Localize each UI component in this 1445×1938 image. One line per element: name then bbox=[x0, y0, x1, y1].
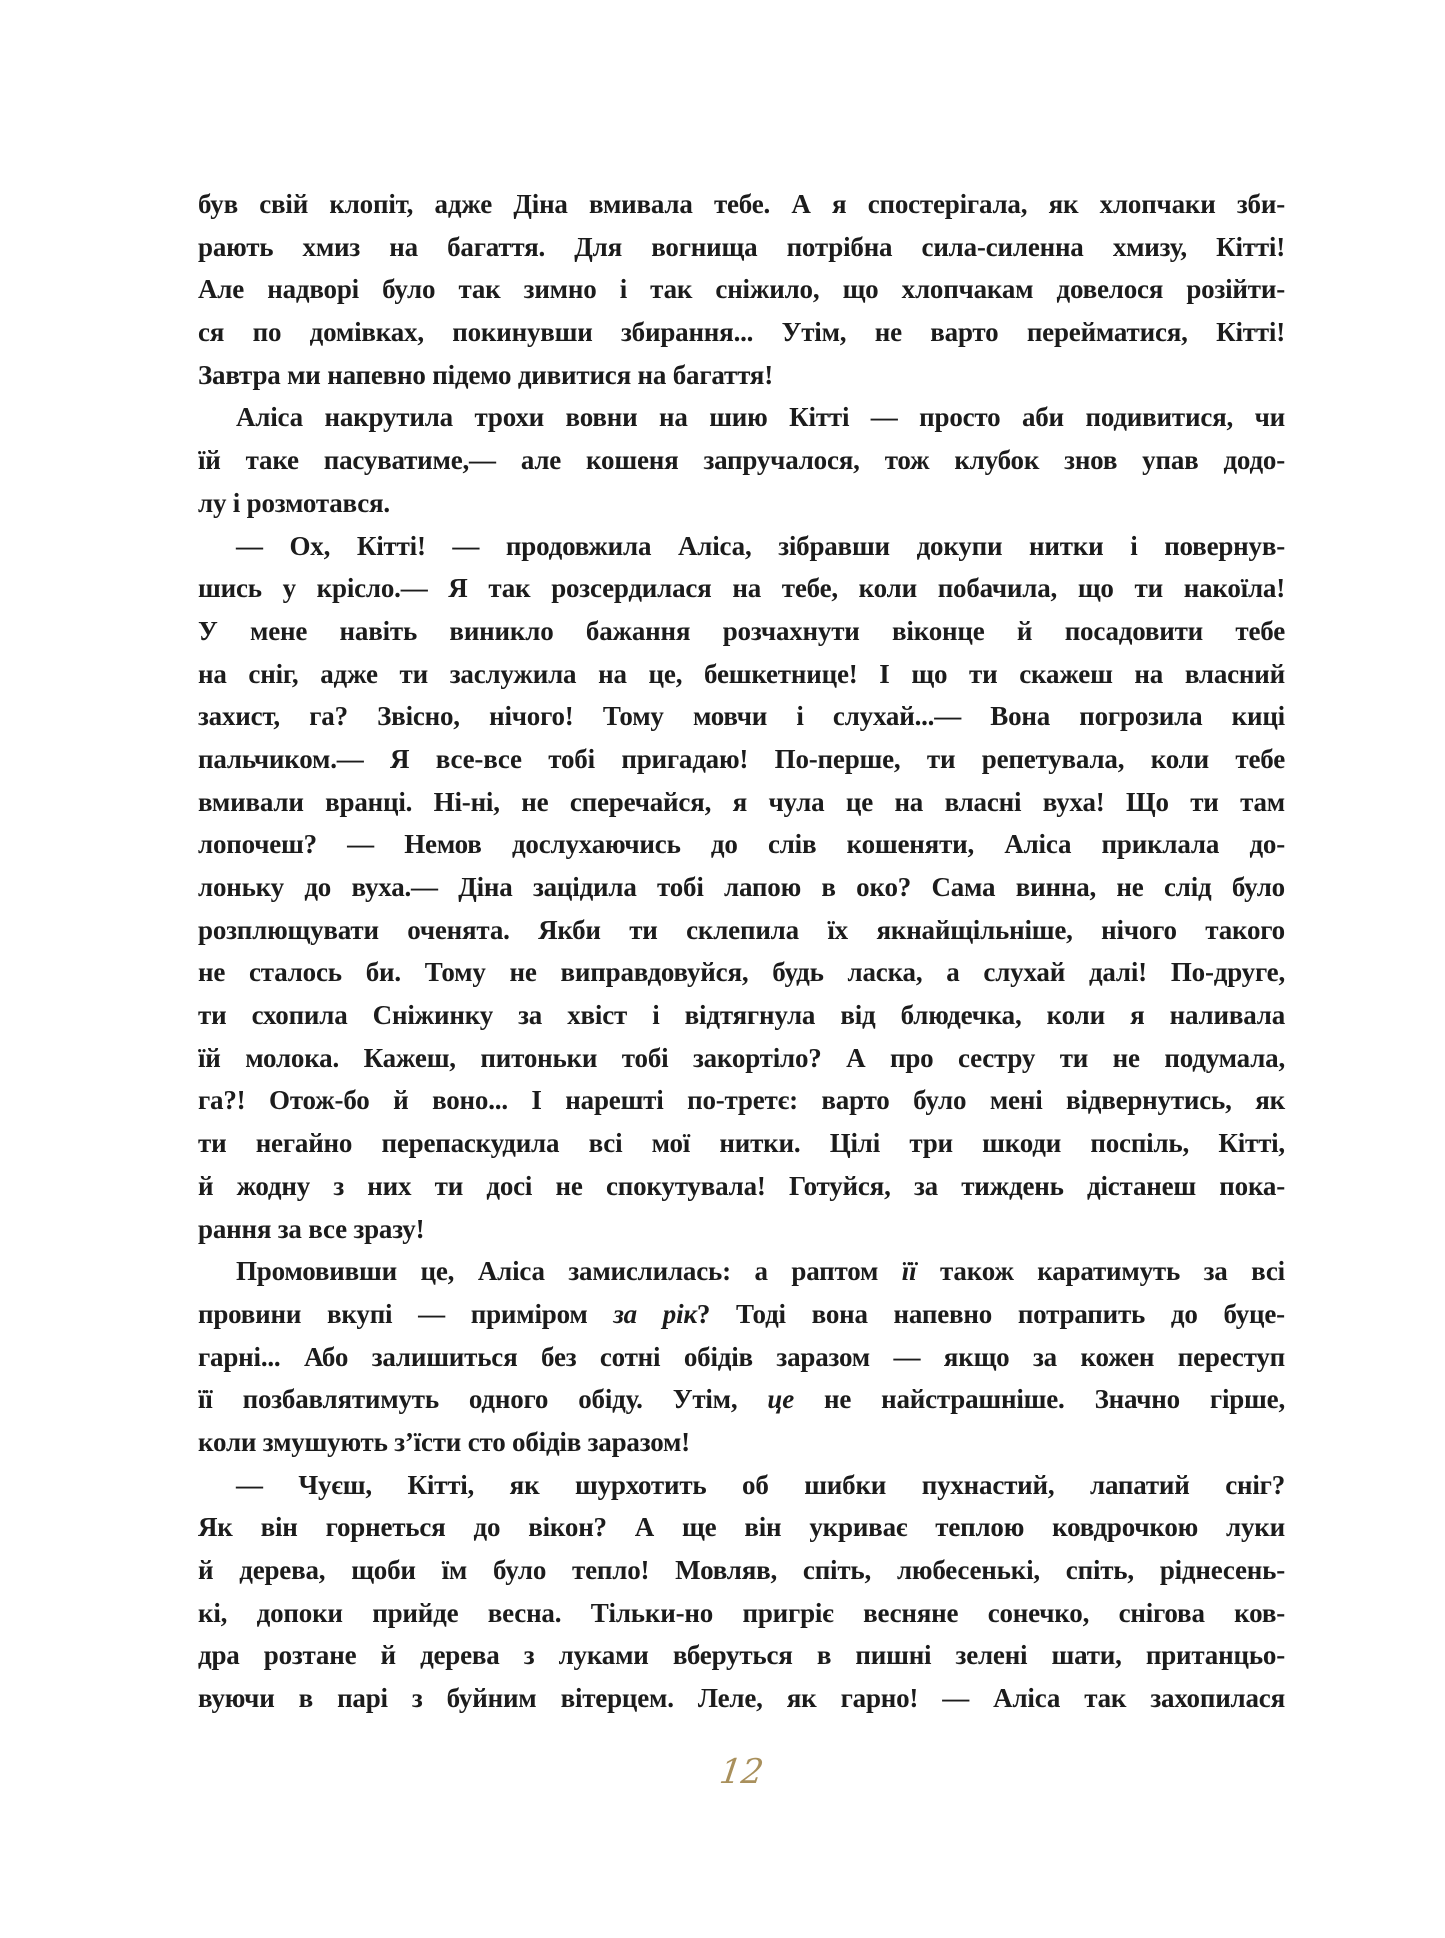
text-line bbox=[198, 738, 1285, 781]
text-line bbox=[198, 695, 1285, 738]
body-text: ти схопила Сніжинку за хвіст і відтягнула від блюдечка, коли я наливала bbox=[198, 1000, 1285, 1031]
text-line bbox=[198, 781, 1285, 824]
text-line bbox=[198, 311, 1285, 354]
body-text: розплющувати оченята. Якби ти склепила їх якнайщільніше, нічого такого bbox=[198, 914, 1285, 945]
body-text: їй молока. Кажеш, питоньки тобі закортіло? А про сестру ти не подумала, bbox=[198, 1042, 1285, 1073]
text-line bbox=[198, 268, 1285, 311]
body-text: Промовивши це, Аліса замислилась: а раптом bbox=[236, 1256, 902, 1287]
body-text: на сніг, адже ти заслужила на це, бешкетнице! І що ти скажеш на власний bbox=[198, 658, 1285, 689]
text-line bbox=[198, 1506, 1285, 1549]
body-text: й жодну з них ти досі не спокутувала! Готуйся, за тиждень дістанеш пока- bbox=[198, 1170, 1285, 1201]
body-text: й дерева, щоби їм було тепло! Мовляв, спіть, любесенькі, спіть, ріднесень- bbox=[198, 1555, 1285, 1585]
text-line bbox=[198, 354, 1285, 397]
body-text: лу і розмотався. bbox=[198, 487, 390, 518]
body-text: кі, допоки прийде весна. Тільки-но пригріє весняне сонечко, снігова ков- bbox=[198, 1597, 1285, 1628]
text-line bbox=[198, 1634, 1285, 1677]
body-text: рають хмиз на багаття. Для вогнища потрібна сила-силенна хмизу, Кітті! bbox=[198, 231, 1285, 262]
body-text: провини вкупі — приміром bbox=[198, 1298, 614, 1329]
text-line bbox=[198, 610, 1285, 653]
body-text: — Чуєш, Кітті, як шурхотить об шибки пухнастий, лапатий сніг? bbox=[236, 1469, 1285, 1500]
body-text: захист, га? Звісно, нічого! Тому мовчи і слухай...— Вона погрозила киці bbox=[198, 701, 1285, 732]
body-text: їй таке пасуватиме,— але кошеня запручалося, тож клубок знов упав додо- bbox=[198, 445, 1285, 476]
text-line bbox=[198, 1378, 1285, 1421]
text-line bbox=[198, 1464, 1285, 1507]
body-text: Аліса накрутила трохи вовни на шию Кітті — просто аби подивитися, чи bbox=[236, 402, 1285, 433]
body-text: Завтра ми напевно підемо дивитися на багаття! bbox=[198, 359, 773, 390]
body-text: лопочеш? — Немов дослухаючись до слів кошеняти, Аліса приклала до- bbox=[198, 829, 1285, 860]
text-line bbox=[198, 1592, 1285, 1635]
text-line bbox=[198, 1250, 1285, 1293]
body-text: не сталось би. Тому не виправдовуйся, будь ласка, а слухай далі! По-друге, bbox=[198, 957, 1285, 988]
text-line bbox=[198, 1677, 1285, 1720]
body-text: її позбавлятимуть одного обіду. Утім, bbox=[198, 1384, 768, 1415]
text-line bbox=[198, 226, 1285, 269]
body-text: дра розтане й дерева з луками вберуться в пишні зелені шати, пританцьо- bbox=[198, 1640, 1285, 1671]
body-text: також каратимуть за всі bbox=[916, 1256, 1285, 1287]
text-line bbox=[198, 525, 1285, 568]
body-text: шись у крісло.— Я так розсердилася на тебе, коли побачила, що ти накоїла! bbox=[198, 573, 1285, 604]
page-number: 12 bbox=[717, 1752, 766, 1792]
body-text: ся по домівках, покинувши збирання... Утім, не варто перейматися, Кітті! bbox=[198, 317, 1285, 348]
body-text: — Ох, Кітті! — продовжила Аліса, зібравши докупи нитки і повернув- bbox=[236, 530, 1285, 561]
text-line bbox=[198, 823, 1285, 866]
body-text: коли змушують з’їсти сто обідів заразом! bbox=[198, 1426, 690, 1457]
text-line bbox=[198, 1037, 1285, 1080]
text-line bbox=[198, 951, 1285, 994]
body-text: Але надворі було так зимно і так сніжило, що хлопчакам довелося розійти- bbox=[198, 274, 1285, 305]
text-line bbox=[198, 1122, 1285, 1165]
text-line bbox=[198, 482, 1285, 525]
text-line bbox=[198, 994, 1285, 1037]
body-text: лоньку до вуха.— Діна зацідила тобі лапою в око? Сама винна, не слід було bbox=[198, 872, 1285, 902]
body-text: ти негайно перепаскудила всі мої нитки. Цілі три шкоди поспіль, Кітті, bbox=[198, 1128, 1285, 1159]
text-line bbox=[198, 1165, 1285, 1208]
text-line bbox=[198, 1079, 1285, 1122]
text-line bbox=[198, 909, 1285, 952]
body-text: ? Тоді вона напевно потрапить до буце- bbox=[696, 1298, 1285, 1329]
text-line bbox=[198, 866, 1285, 909]
text-line bbox=[198, 1336, 1285, 1379]
body-text: рання за все зразу! bbox=[198, 1213, 425, 1244]
body-text: гарні... Або залишиться без сотні обідів заразом — якщо за кожен переступ bbox=[198, 1341, 1285, 1372]
text-line bbox=[198, 567, 1285, 610]
emphasis-text: це bbox=[767, 1384, 795, 1415]
text-line bbox=[198, 439, 1285, 482]
text-line bbox=[198, 396, 1285, 439]
text-line bbox=[198, 653, 1285, 696]
text-line bbox=[198, 183, 1285, 226]
body-text: не найстрашніше. Значно гірше, bbox=[794, 1384, 1285, 1415]
text-line bbox=[198, 1549, 1285, 1592]
text-block bbox=[198, 183, 1285, 1720]
text-line bbox=[198, 1208, 1285, 1251]
body-text: був свій клопіт, адже Діна вмивала тебе. А я спостерігала, як хлопчаки зби- bbox=[198, 189, 1285, 219]
body-text: вуючи в парі з буйним вітерцем. Леле, як гарно! — Аліса так захопилася bbox=[198, 1683, 1285, 1714]
emphasis-text: за рік bbox=[613, 1298, 697, 1329]
text-line bbox=[198, 1421, 1285, 1464]
body-text: пальчиком.— Я все-все тобі пригадаю! По-перше, ти репетувала, коли тебе bbox=[198, 743, 1285, 774]
text-line bbox=[198, 1293, 1285, 1336]
body-text: вмивали вранці. Ні-ні, не сперечайся, я чула це на власні вуха! Що ти там bbox=[198, 786, 1285, 817]
body-text: У мене навіть виникло бажання розчахнути віконце й посадовити тебе bbox=[198, 615, 1285, 646]
body-text: га?! Отож-бо й воно... І нарешті по-третє: варто було мені відвернутись, як bbox=[198, 1085, 1285, 1116]
body-text: Як він горнеться до вікон? А ще він укриває теплою ковдрочкою луки bbox=[198, 1512, 1285, 1543]
emphasis-text: її bbox=[901, 1256, 917, 1287]
